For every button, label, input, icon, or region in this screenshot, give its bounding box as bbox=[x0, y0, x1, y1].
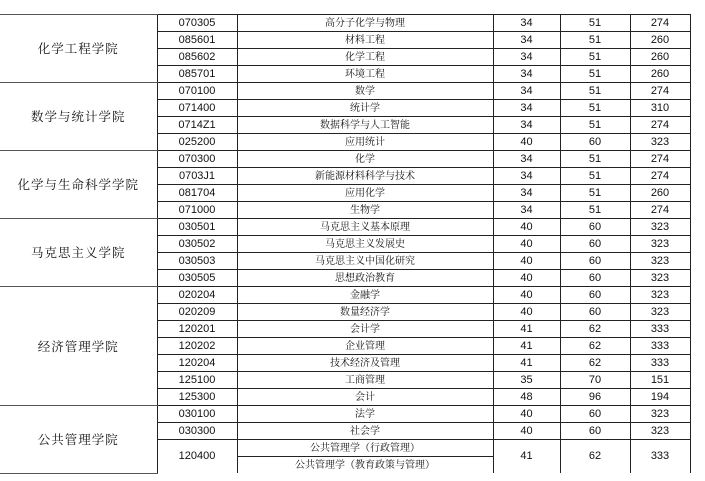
total-score-cell: 274 bbox=[630, 151, 690, 168]
program-code-cell: 125300 bbox=[157, 389, 237, 406]
total-score-cell: 323 bbox=[630, 236, 690, 253]
program-code-cell: 0703J1 bbox=[157, 168, 237, 185]
table-row bbox=[0, 219, 690, 236]
score-cell-b: 51 bbox=[560, 49, 630, 66]
total-score-cell: 260 bbox=[630, 32, 690, 49]
program-code-cell: 071400 bbox=[157, 100, 237, 117]
score-cell-a: 34 bbox=[493, 168, 560, 185]
total-score-cell: 260 bbox=[630, 49, 690, 66]
program-code-cell: 120400 bbox=[157, 440, 237, 474]
total-score-cell: 274 bbox=[630, 83, 690, 100]
score-cell-b: 51 bbox=[560, 83, 630, 100]
college-name-cell: 公共管理学院 bbox=[0, 406, 157, 474]
score-cell-b: 60 bbox=[560, 423, 630, 440]
total-score-cell: 333 bbox=[630, 321, 690, 338]
score-cell-a: 34 bbox=[493, 202, 560, 219]
program-code-cell: 020209 bbox=[157, 304, 237, 321]
score-cell-b: 60 bbox=[560, 134, 630, 151]
score-cell-a: 40 bbox=[493, 304, 560, 321]
college-name-cell: 数学与统计学院 bbox=[0, 83, 157, 151]
program-code-cell: 125100 bbox=[157, 372, 237, 389]
score-cell-a: 40 bbox=[493, 219, 560, 236]
program-code-cell: 071000 bbox=[157, 202, 237, 219]
program-name-cell: 化学工程 bbox=[237, 49, 493, 66]
total-score-cell: 151 bbox=[630, 372, 690, 389]
score-cell-b: 60 bbox=[560, 253, 630, 270]
program-code-cell: 030300 bbox=[157, 423, 237, 440]
program-name-cell: 公共管理学（行政管理） bbox=[237, 440, 493, 457]
score-cell-b: 51 bbox=[560, 100, 630, 117]
program-name-cell: 环境工程 bbox=[237, 66, 493, 83]
score-cell-b: 51 bbox=[560, 168, 630, 185]
program-code-cell: 030505 bbox=[157, 270, 237, 287]
total-score-cell: 260 bbox=[630, 66, 690, 83]
program-code-cell: 070300 bbox=[157, 151, 237, 168]
score-cell-a: 34 bbox=[493, 83, 560, 100]
program-name-cell: 马克思主义基本原理 bbox=[237, 219, 493, 236]
program-name-cell: 马克思主义中国化研究 bbox=[237, 253, 493, 270]
score-cell-b: 51 bbox=[560, 151, 630, 168]
score-cell-b: 51 bbox=[560, 117, 630, 134]
program-code-cell: 070100 bbox=[157, 83, 237, 100]
program-name-cell: 会计 bbox=[237, 389, 493, 406]
total-score-cell: 323 bbox=[630, 219, 690, 236]
score-cell-b: 96 bbox=[560, 389, 630, 406]
score-cell-a: 40 bbox=[493, 236, 560, 253]
score-cell-a: 40 bbox=[493, 287, 560, 304]
score-cell-b: 62 bbox=[560, 440, 630, 474]
program-name-cell: 材料工程 bbox=[237, 32, 493, 49]
program-name-cell: 应用化学 bbox=[237, 185, 493, 202]
score-cell-a: 34 bbox=[493, 117, 560, 134]
program-name-cell: 会计学 bbox=[237, 321, 493, 338]
total-score-cell: 323 bbox=[630, 270, 690, 287]
score-cell-a: 35 bbox=[493, 372, 560, 389]
score-cell-a: 40 bbox=[493, 253, 560, 270]
total-score-cell: 260 bbox=[630, 185, 690, 202]
college-name-cell: 经济管理学院 bbox=[0, 287, 157, 406]
score-cell-a: 41 bbox=[493, 440, 560, 474]
program-name-cell: 公共管理学（教育政策与管理） bbox=[237, 457, 493, 474]
total-score-cell: 323 bbox=[630, 134, 690, 151]
total-score-cell: 274 bbox=[630, 15, 690, 32]
total-score-cell: 310 bbox=[630, 100, 690, 117]
score-cell-a: 41 bbox=[493, 355, 560, 372]
college-name-cell: 马克思主义学院 bbox=[0, 219, 157, 287]
score-cell-a: 34 bbox=[493, 100, 560, 117]
score-cell-a: 40 bbox=[493, 134, 560, 151]
score-cell-a: 41 bbox=[493, 338, 560, 355]
score-cell-b: 51 bbox=[560, 202, 630, 219]
table-row bbox=[0, 15, 690, 32]
program-code-cell: 120201 bbox=[157, 321, 237, 338]
score-cell-b: 51 bbox=[560, 15, 630, 32]
score-cell-a: 40 bbox=[493, 406, 560, 423]
total-score-cell: 274 bbox=[630, 168, 690, 185]
college-name-cell: 化学工程学院 bbox=[0, 15, 157, 83]
program-code-cell: 0714Z1 bbox=[157, 117, 237, 134]
table-row bbox=[0, 83, 690, 100]
program-code-cell: 085701 bbox=[157, 66, 237, 83]
score-cell-b: 60 bbox=[560, 287, 630, 304]
program-code-cell: 085602 bbox=[157, 49, 237, 66]
score-cell-b: 60 bbox=[560, 270, 630, 287]
program-code-cell: 030100 bbox=[157, 406, 237, 423]
score-cell-a: 40 bbox=[493, 423, 560, 440]
program-name-cell: 化学 bbox=[237, 151, 493, 168]
total-score-cell: 323 bbox=[630, 287, 690, 304]
total-score-cell: 274 bbox=[630, 202, 690, 219]
program-code-cell: 025200 bbox=[157, 134, 237, 151]
score-cell-b: 62 bbox=[560, 321, 630, 338]
score-cell-a: 34 bbox=[493, 49, 560, 66]
score-table bbox=[0, 14, 691, 474]
college-name-cell: 化学与生命科学学院 bbox=[0, 151, 157, 219]
score-cell-b: 70 bbox=[560, 372, 630, 389]
score-cell-b: 60 bbox=[560, 406, 630, 423]
table-row bbox=[0, 151, 690, 168]
score-cell-b: 60 bbox=[560, 219, 630, 236]
score-cell-a: 34 bbox=[493, 32, 560, 49]
score-cell-b: 62 bbox=[560, 338, 630, 355]
program-code-cell: 030503 bbox=[157, 253, 237, 270]
score-cell-b: 60 bbox=[560, 236, 630, 253]
total-score-cell: 333 bbox=[630, 440, 690, 474]
program-name-cell: 数据科学与人工智能 bbox=[237, 117, 493, 134]
score-cell-a: 34 bbox=[493, 15, 560, 32]
score-cell-a: 34 bbox=[493, 185, 560, 202]
program-name-cell: 思想政治教育 bbox=[237, 270, 493, 287]
score-cell-b: 62 bbox=[560, 355, 630, 372]
program-name-cell: 新能源材料科学与技术 bbox=[237, 168, 493, 185]
program-name-cell: 技术经济及管理 bbox=[237, 355, 493, 372]
program-name-cell: 工商管理 bbox=[237, 372, 493, 389]
program-name-cell: 金融学 bbox=[237, 287, 493, 304]
score-cell-b: 60 bbox=[560, 304, 630, 321]
program-code-cell: 020204 bbox=[157, 287, 237, 304]
program-name-cell: 法学 bbox=[237, 406, 493, 423]
program-code-cell: 070305 bbox=[157, 15, 237, 32]
program-name-cell: 数学 bbox=[237, 83, 493, 100]
table-row bbox=[0, 406, 690, 423]
program-name-cell: 高分子化学与物理 bbox=[237, 15, 493, 32]
score-cell-a: 34 bbox=[493, 151, 560, 168]
total-score-cell: 333 bbox=[630, 338, 690, 355]
program-name-cell: 企业管理 bbox=[237, 338, 493, 355]
program-name-cell: 生物学 bbox=[237, 202, 493, 219]
program-code-cell: 030501 bbox=[157, 219, 237, 236]
total-score-cell: 323 bbox=[630, 406, 690, 423]
score-cell-b: 51 bbox=[560, 185, 630, 202]
score-cell-b: 51 bbox=[560, 32, 630, 49]
program-name-cell: 统计学 bbox=[237, 100, 493, 117]
program-code-cell: 081704 bbox=[157, 185, 237, 202]
score-cell-a: 41 bbox=[493, 321, 560, 338]
program-code-cell: 120202 bbox=[157, 338, 237, 355]
table-row bbox=[0, 287, 690, 304]
score-cell-b: 51 bbox=[560, 66, 630, 83]
total-score-cell: 323 bbox=[630, 423, 690, 440]
program-code-cell: 120204 bbox=[157, 355, 237, 372]
total-score-cell: 323 bbox=[630, 253, 690, 270]
score-cell-a: 48 bbox=[493, 389, 560, 406]
total-score-cell: 274 bbox=[630, 117, 690, 134]
score-cell-a: 34 bbox=[493, 66, 560, 83]
total-score-cell: 194 bbox=[630, 389, 690, 406]
total-score-cell: 333 bbox=[630, 355, 690, 372]
score-cell-a: 40 bbox=[493, 270, 560, 287]
program-code-cell: 085601 bbox=[157, 32, 237, 49]
program-name-cell: 马克思主义发展史 bbox=[237, 236, 493, 253]
program-code-cell: 030502 bbox=[157, 236, 237, 253]
program-name-cell: 应用统计 bbox=[237, 134, 493, 151]
program-name-cell: 社会学 bbox=[237, 423, 493, 440]
total-score-cell: 323 bbox=[630, 304, 690, 321]
program-name-cell: 数量经济学 bbox=[237, 304, 493, 321]
